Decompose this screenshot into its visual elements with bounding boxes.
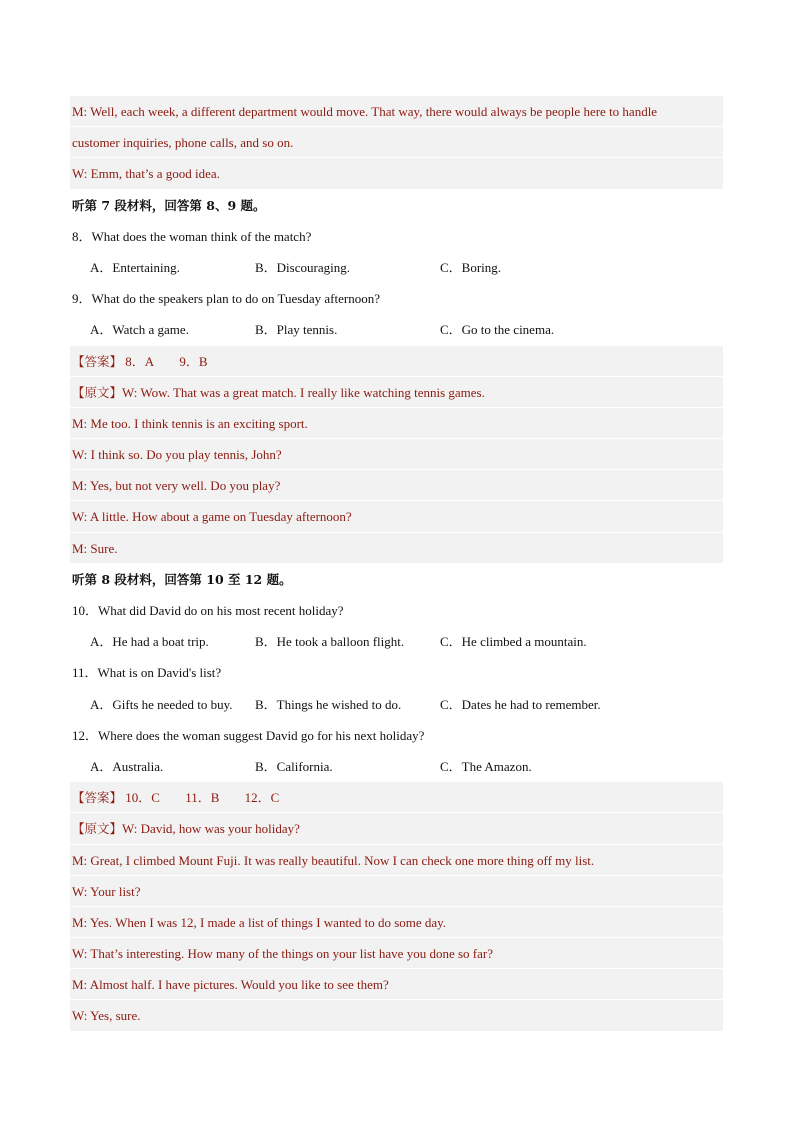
transcript-line: M: Me too. I think tennis is an exciting sport. — [70, 408, 723, 439]
transcript-line: M: Yes, but not very well. Do you play? — [70, 470, 723, 501]
transcript-line: W: That’s interesting. How many of the things on your list have you done so far? — [70, 938, 723, 969]
question-options — [70, 314, 723, 345]
transcript-line — [70, 813, 723, 844]
option-c: C．Boring. — [440, 259, 502, 275]
answer-line — [70, 782, 723, 813]
transcript-line: W: I think so. Do you play tennis, John? — [70, 439, 723, 470]
option-c: C．The Amazon. — [440, 758, 532, 774]
option-b: B．Things he wished to do. — [255, 696, 402, 712]
question-options — [70, 689, 723, 720]
option-a: A．Entertaining. — [90, 259, 180, 275]
option-c: C．Dates he had to remember. — [440, 696, 601, 712]
option-b: B．Play tennis. — [255, 322, 338, 338]
transcript-line: M: Great, I climbed Mount Fuji. It was really beautiful. Now I can check one more thing off my list. — [70, 845, 723, 876]
question-text: 11．What is on David's list? — [72, 665, 222, 681]
question-options — [70, 626, 723, 657]
answer-item: 10．C — [125, 790, 160, 806]
option-c: C．Go to the cinema. — [440, 322, 555, 338]
option-c: C．He climbed a mountain. — [440, 634, 587, 650]
answer-label: 【答案】 — [72, 353, 123, 369]
transcript-label: 【原文】 — [72, 384, 123, 400]
transcript-text: W: David, how was your holiday? — [122, 821, 300, 837]
answer-item: 9．B — [179, 353, 208, 369]
dialogue-line: W: Emm, that’s a good idea. — [70, 158, 723, 189]
option-a: A．Australia. — [90, 758, 164, 774]
answer-item: 12．C — [244, 790, 280, 806]
transcript-line: M: Yes. When I was 12, I made a list of things I wanted to do some day. — [70, 907, 723, 938]
answer-label: 【答案】 — [72, 790, 123, 806]
option-a: A．Watch a game. — [90, 322, 189, 338]
document-page — [70, 96, 723, 1032]
question-text: 9．What do the speakers plan to do on Tuesday afternoon? — [72, 291, 380, 307]
question-options — [70, 252, 723, 283]
transcript-line — [70, 377, 723, 408]
section-heading: 听第 8 段材料，回答第 10 至 12 题。 — [72, 571, 292, 587]
question-options — [70, 751, 723, 782]
question-text: 12．Where does the woman suggest David go for his next holiday? — [72, 727, 425, 743]
dialogue-line: customer inquiries, phone calls, and so on. — [70, 127, 723, 158]
transcript-text: W: Wow. That was a great match. I really like watching tennis games. — [122, 384, 485, 400]
question-text: 10．What did David do on his most recent holiday? — [72, 603, 344, 618]
transcript-line: W: A little. How about a game on Tuesday afternoon? — [70, 501, 723, 532]
option-b: B．Discouraging. — [255, 259, 350, 275]
answer-item: 11．B — [185, 790, 220, 806]
transcript-label: 【原文】 — [72, 821, 123, 837]
answer-line — [70, 346, 723, 377]
transcript-line: M: Sure. — [70, 533, 723, 564]
option-b: B．California. — [255, 758, 333, 774]
option-a: A．He had a boat trip. — [90, 634, 209, 650]
option-b: B．He took a balloon flight. — [255, 634, 405, 650]
answer-item: 8．A — [125, 353, 155, 369]
option-a: A．Gifts he needed to buy. — [90, 696, 233, 712]
section-heading: 听第 7 段材料，回答第 8、9 题。 — [72, 197, 266, 213]
dialogue-line: M: Well, each week, a different department would move. That way, there would always be people here to handle — [70, 96, 723, 127]
transcript-line: W: Your list? — [70, 876, 723, 907]
transcript-line: W: Yes, sure. — [70, 1000, 723, 1031]
transcript-line: M: Almost half. I have pictures. Would you like to see them? — [70, 969, 723, 1000]
question-text: 8．What does the woman think of the match? — [72, 228, 312, 244]
